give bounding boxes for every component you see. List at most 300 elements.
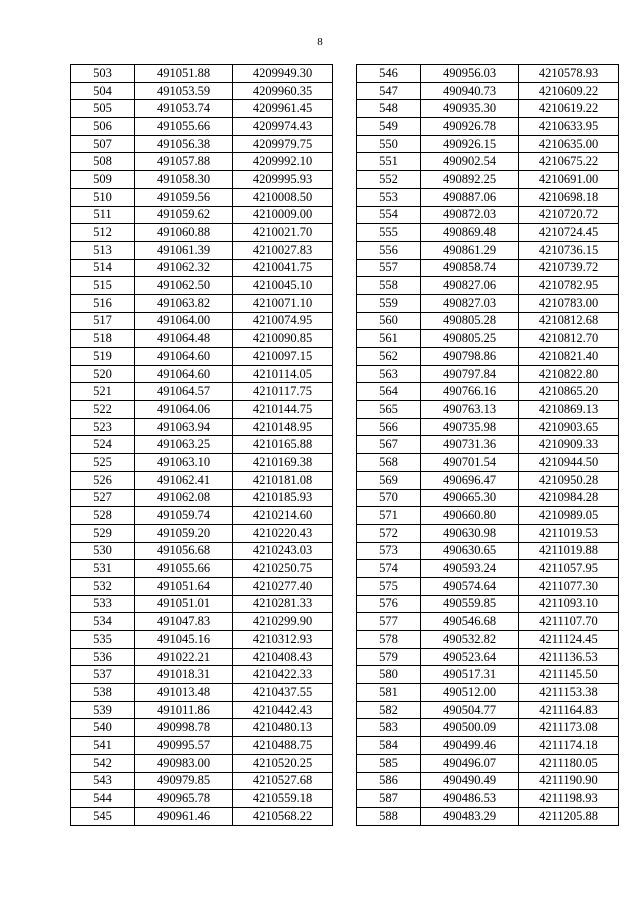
point-number-cell: 583 (357, 719, 421, 737)
table-row (357, 577, 619, 595)
x-coordinate-cell: 491058.30 (135, 171, 233, 189)
x-coordinate-cell: 490935.30 (421, 100, 519, 118)
table-row (71, 807, 333, 825)
point-number-cell: 530 (71, 542, 135, 560)
point-number-cell: 536 (71, 648, 135, 666)
point-number-cell: 531 (71, 560, 135, 578)
x-coordinate-cell: 490926.15 (421, 135, 519, 153)
x-coordinate-cell: 491063.82 (135, 294, 233, 312)
table-row (357, 82, 619, 100)
point-number-cell: 556 (357, 241, 421, 259)
table-row (71, 613, 333, 631)
x-coordinate-cell: 490805.25 (421, 330, 519, 348)
point-number-cell: 574 (357, 560, 421, 578)
table-row (357, 294, 619, 312)
table-row (357, 489, 619, 507)
table-row (71, 188, 333, 206)
y-coordinate-cell: 4210480.13 (233, 719, 333, 737)
y-coordinate-cell: 4210822.80 (519, 365, 619, 383)
table-row (71, 383, 333, 401)
y-coordinate-cell: 4210609.22 (519, 82, 619, 100)
table-row (71, 737, 333, 755)
point-number-cell: 510 (71, 188, 135, 206)
y-coordinate-cell: 4210984.28 (519, 489, 619, 507)
table-row (357, 277, 619, 295)
point-number-cell: 533 (71, 595, 135, 613)
x-coordinate-cell: 491053.74 (135, 100, 233, 118)
point-number-cell: 576 (357, 595, 421, 613)
table-row (71, 401, 333, 419)
coordinates-table-right (356, 64, 619, 826)
point-number-cell: 559 (357, 294, 421, 312)
y-coordinate-cell: 4210442.43 (233, 701, 333, 719)
x-coordinate-cell: 490486.53 (421, 790, 519, 808)
point-number-cell: 545 (71, 807, 135, 825)
y-coordinate-cell: 4210181.08 (233, 471, 333, 489)
x-coordinate-cell: 490961.46 (135, 807, 233, 825)
x-coordinate-cell: 490872.03 (421, 206, 519, 224)
table-row (357, 135, 619, 153)
y-coordinate-cell: 4211173.08 (519, 719, 619, 737)
point-number-cell: 543 (71, 772, 135, 790)
x-coordinate-cell: 490798.86 (421, 348, 519, 366)
table-row (357, 206, 619, 224)
table-row (357, 454, 619, 472)
table-row (71, 135, 333, 153)
y-coordinate-cell: 4210869.13 (519, 401, 619, 419)
x-coordinate-cell: 490500.09 (421, 719, 519, 737)
table-row (71, 790, 333, 808)
x-coordinate-cell: 491064.60 (135, 348, 233, 366)
table-row (71, 542, 333, 560)
x-coordinate-cell: 490902.54 (421, 153, 519, 171)
y-coordinate-cell: 4210527.68 (233, 772, 333, 790)
table-row (357, 418, 619, 436)
x-coordinate-cell: 490630.65 (421, 542, 519, 560)
table-row (71, 577, 333, 595)
point-number-cell: 539 (71, 701, 135, 719)
table-row (357, 224, 619, 242)
x-coordinate-cell: 491059.56 (135, 188, 233, 206)
y-coordinate-cell: 4210165.88 (233, 436, 333, 454)
y-coordinate-cell: 4210422.33 (233, 666, 333, 684)
x-coordinate-cell: 490532.82 (421, 631, 519, 649)
point-number-cell: 551 (357, 153, 421, 171)
point-number-cell: 523 (71, 418, 135, 436)
point-number-cell: 563 (357, 365, 421, 383)
table-row (357, 684, 619, 702)
point-number-cell: 538 (71, 684, 135, 702)
point-number-cell: 567 (357, 436, 421, 454)
y-coordinate-cell: 4210312.93 (233, 631, 333, 649)
y-coordinate-cell: 4211136.53 (519, 648, 619, 666)
x-coordinate-cell: 490630.98 (421, 524, 519, 542)
point-number-cell: 568 (357, 454, 421, 472)
table-row (71, 348, 333, 366)
y-coordinate-cell: 4210635.00 (519, 135, 619, 153)
table-row (357, 312, 619, 330)
table-row (357, 772, 619, 790)
y-coordinate-cell: 4210736.15 (519, 241, 619, 259)
x-coordinate-cell: 491056.68 (135, 542, 233, 560)
table-row (71, 118, 333, 136)
point-number-cell: 515 (71, 277, 135, 295)
table-row (357, 100, 619, 118)
table-row (71, 648, 333, 666)
point-number-cell: 548 (357, 100, 421, 118)
y-coordinate-cell: 4211198.93 (519, 790, 619, 808)
y-coordinate-cell: 4210021.70 (233, 224, 333, 242)
x-coordinate-cell: 491053.59 (135, 82, 233, 100)
x-coordinate-cell: 490496.07 (421, 754, 519, 772)
point-number-cell: 542 (71, 754, 135, 772)
y-coordinate-cell: 4210185.93 (233, 489, 333, 507)
y-coordinate-cell: 4209992.10 (233, 153, 333, 171)
table-row (71, 312, 333, 330)
point-number-cell: 518 (71, 330, 135, 348)
x-coordinate-cell: 490660.80 (421, 507, 519, 525)
point-number-cell: 508 (71, 153, 135, 171)
y-coordinate-cell: 4210214.60 (233, 507, 333, 525)
y-coordinate-cell: 4209979.75 (233, 135, 333, 153)
point-number-cell: 521 (71, 383, 135, 401)
y-coordinate-cell: 4211180.05 (519, 754, 619, 772)
table-row (71, 471, 333, 489)
y-coordinate-cell: 4210812.70 (519, 330, 619, 348)
x-coordinate-cell: 491064.57 (135, 383, 233, 401)
x-coordinate-cell: 490827.06 (421, 277, 519, 295)
table-row (357, 259, 619, 277)
point-number-cell: 577 (357, 613, 421, 631)
y-coordinate-cell: 4211057.95 (519, 560, 619, 578)
y-coordinate-cell: 4210299.90 (233, 613, 333, 631)
table-row (71, 277, 333, 295)
y-coordinate-cell: 4211019.88 (519, 542, 619, 560)
table-row (357, 348, 619, 366)
table-row (71, 294, 333, 312)
y-coordinate-cell: 4210148.95 (233, 418, 333, 436)
point-number-cell: 519 (71, 348, 135, 366)
x-coordinate-cell: 490827.03 (421, 294, 519, 312)
y-coordinate-cell: 4210812.68 (519, 312, 619, 330)
x-coordinate-cell: 490940.73 (421, 82, 519, 100)
x-coordinate-cell: 490593.24 (421, 560, 519, 578)
y-coordinate-cell: 4210220.43 (233, 524, 333, 542)
x-coordinate-cell: 491062.32 (135, 259, 233, 277)
point-number-cell: 573 (357, 542, 421, 560)
x-coordinate-cell: 490766.16 (421, 383, 519, 401)
table-row (357, 171, 619, 189)
table-row (357, 118, 619, 136)
table-row (71, 241, 333, 259)
point-number-cell: 522 (71, 401, 135, 419)
x-coordinate-cell: 490574.64 (421, 577, 519, 595)
x-coordinate-cell: 490763.13 (421, 401, 519, 419)
table-row (357, 401, 619, 419)
table-row (357, 666, 619, 684)
y-coordinate-cell: 4211190.90 (519, 772, 619, 790)
x-coordinate-cell: 491051.88 (135, 65, 233, 83)
y-coordinate-cell: 4210821.40 (519, 348, 619, 366)
y-coordinate-cell: 4209949.30 (233, 65, 333, 83)
table-row (357, 365, 619, 383)
x-coordinate-cell: 491013.48 (135, 684, 233, 702)
table-row (71, 489, 333, 507)
x-coordinate-cell: 490559.85 (421, 595, 519, 613)
point-number-cell: 528 (71, 507, 135, 525)
table-row (357, 790, 619, 808)
x-coordinate-cell: 490665.30 (421, 489, 519, 507)
table-row (357, 542, 619, 560)
y-coordinate-cell: 4210408.43 (233, 648, 333, 666)
x-coordinate-cell: 491062.50 (135, 277, 233, 295)
table-row (71, 206, 333, 224)
table-row (357, 471, 619, 489)
point-number-cell: 550 (357, 135, 421, 153)
y-coordinate-cell: 4210739.72 (519, 259, 619, 277)
table-row (71, 224, 333, 242)
y-coordinate-cell: 4210169.38 (233, 454, 333, 472)
point-number-cell: 541 (71, 737, 135, 755)
y-coordinate-cell: 4210691.00 (519, 171, 619, 189)
y-coordinate-cell: 4210720.72 (519, 206, 619, 224)
y-coordinate-cell: 4210071.10 (233, 294, 333, 312)
table-row (357, 330, 619, 348)
table-row (71, 153, 333, 171)
y-coordinate-cell: 4211153.38 (519, 684, 619, 702)
table-row (71, 631, 333, 649)
y-coordinate-cell: 4211145.50 (519, 666, 619, 684)
y-coordinate-cell: 4210243.03 (233, 542, 333, 560)
point-number-cell: 513 (71, 241, 135, 259)
point-number-cell: 546 (357, 65, 421, 83)
x-coordinate-cell: 491018.31 (135, 666, 233, 684)
point-number-cell: 525 (71, 454, 135, 472)
x-coordinate-cell: 491047.83 (135, 613, 233, 631)
y-coordinate-cell: 4210698.18 (519, 188, 619, 206)
table-row (71, 524, 333, 542)
x-coordinate-cell: 491055.66 (135, 118, 233, 136)
x-coordinate-cell: 491060.88 (135, 224, 233, 242)
table-row (357, 807, 619, 825)
point-number-cell: 540 (71, 719, 135, 737)
point-number-cell: 506 (71, 118, 135, 136)
x-coordinate-cell: 490490.49 (421, 772, 519, 790)
point-number-cell: 584 (357, 737, 421, 755)
table-row (357, 65, 619, 83)
y-coordinate-cell: 4210041.75 (233, 259, 333, 277)
y-coordinate-cell: 4211205.88 (519, 807, 619, 825)
x-coordinate-cell: 491055.66 (135, 560, 233, 578)
y-coordinate-cell: 4211107.70 (519, 613, 619, 631)
table-row (71, 772, 333, 790)
point-number-cell: 553 (357, 188, 421, 206)
point-number-cell: 565 (357, 401, 421, 419)
x-coordinate-cell: 490512.00 (421, 684, 519, 702)
table-row (71, 330, 333, 348)
x-coordinate-cell: 490995.57 (135, 737, 233, 755)
point-number-cell: 581 (357, 684, 421, 702)
y-coordinate-cell: 4210903.65 (519, 418, 619, 436)
y-coordinate-cell: 4210568.22 (233, 807, 333, 825)
y-coordinate-cell: 4210117.75 (233, 383, 333, 401)
x-coordinate-cell: 490504.77 (421, 701, 519, 719)
x-coordinate-cell: 490483.29 (421, 807, 519, 825)
point-number-cell: 570 (357, 489, 421, 507)
point-number-cell: 534 (71, 613, 135, 631)
x-coordinate-cell: 491063.25 (135, 436, 233, 454)
point-number-cell: 517 (71, 312, 135, 330)
x-coordinate-cell: 490731.36 (421, 436, 519, 454)
x-coordinate-cell: 491045.16 (135, 631, 233, 649)
y-coordinate-cell: 4211164.83 (519, 701, 619, 719)
y-coordinate-cell: 4210724.45 (519, 224, 619, 242)
point-number-cell: 507 (71, 135, 135, 153)
table-row (71, 82, 333, 100)
y-coordinate-cell: 4210488.75 (233, 737, 333, 755)
point-number-cell: 516 (71, 294, 135, 312)
y-coordinate-cell: 4210250.75 (233, 560, 333, 578)
x-coordinate-cell: 491059.20 (135, 524, 233, 542)
table-row (357, 595, 619, 613)
x-coordinate-cell: 490892.25 (421, 171, 519, 189)
table-row (357, 648, 619, 666)
point-number-cell: 527 (71, 489, 135, 507)
x-coordinate-cell: 490499.46 (421, 737, 519, 755)
point-number-cell: 588 (357, 807, 421, 825)
y-coordinate-cell: 4210008.50 (233, 188, 333, 206)
x-coordinate-cell: 490701.54 (421, 454, 519, 472)
table-row (357, 560, 619, 578)
y-coordinate-cell: 4211019.53 (519, 524, 619, 542)
x-coordinate-cell: 490523.64 (421, 648, 519, 666)
x-coordinate-cell: 491063.94 (135, 418, 233, 436)
y-coordinate-cell: 4209961.45 (233, 100, 333, 118)
point-number-cell: 537 (71, 666, 135, 684)
point-number-cell: 544 (71, 790, 135, 808)
x-coordinate-cell: 490979.85 (135, 772, 233, 790)
table-row (71, 507, 333, 525)
x-coordinate-cell: 490546.68 (421, 613, 519, 631)
table-row (357, 719, 619, 737)
table-row (71, 719, 333, 737)
point-number-cell: 505 (71, 100, 135, 118)
x-coordinate-cell: 491057.88 (135, 153, 233, 171)
x-coordinate-cell: 491059.62 (135, 206, 233, 224)
x-coordinate-cell: 490858.74 (421, 259, 519, 277)
point-number-cell: 566 (357, 418, 421, 436)
x-coordinate-cell: 491056.38 (135, 135, 233, 153)
y-coordinate-cell: 4211077.30 (519, 577, 619, 595)
x-coordinate-cell: 491061.39 (135, 241, 233, 259)
point-number-cell: 562 (357, 348, 421, 366)
point-number-cell: 509 (71, 171, 135, 189)
table-row (71, 100, 333, 118)
x-coordinate-cell: 490965.78 (135, 790, 233, 808)
y-coordinate-cell: 4210144.75 (233, 401, 333, 419)
x-coordinate-cell: 491022.21 (135, 648, 233, 666)
x-coordinate-cell: 491011.86 (135, 701, 233, 719)
x-coordinate-cell: 490517.31 (421, 666, 519, 684)
x-coordinate-cell: 491059.74 (135, 507, 233, 525)
y-coordinate-cell: 4211093.10 (519, 595, 619, 613)
table-row (357, 701, 619, 719)
x-coordinate-cell: 491051.64 (135, 577, 233, 595)
table-row (357, 631, 619, 649)
table-row (357, 507, 619, 525)
x-coordinate-cell: 491063.10 (135, 454, 233, 472)
y-coordinate-cell: 4210277.40 (233, 577, 333, 595)
point-number-cell: 586 (357, 772, 421, 790)
table-row (71, 65, 333, 83)
y-coordinate-cell: 4210437.55 (233, 684, 333, 702)
y-coordinate-cell: 4210619.22 (519, 100, 619, 118)
x-coordinate-cell: 491064.06 (135, 401, 233, 419)
point-number-cell: 585 (357, 754, 421, 772)
table-row (357, 153, 619, 171)
table-row (71, 595, 333, 613)
y-coordinate-cell: 4210009.00 (233, 206, 333, 224)
y-coordinate-cell: 4210520.25 (233, 754, 333, 772)
table-row (71, 418, 333, 436)
y-coordinate-cell: 4210097.15 (233, 348, 333, 366)
y-coordinate-cell: 4211124.45 (519, 631, 619, 649)
table-row (71, 365, 333, 383)
x-coordinate-cell: 491062.41 (135, 471, 233, 489)
y-coordinate-cell: 4210633.95 (519, 118, 619, 136)
point-number-cell: 558 (357, 277, 421, 295)
y-coordinate-cell: 4210782.95 (519, 277, 619, 295)
point-number-cell: 557 (357, 259, 421, 277)
y-coordinate-cell: 4210027.83 (233, 241, 333, 259)
x-coordinate-cell: 490983.00 (135, 754, 233, 772)
y-coordinate-cell: 4209995.93 (233, 171, 333, 189)
coordinates-table-left (70, 64, 333, 826)
x-coordinate-cell: 491062.08 (135, 489, 233, 507)
y-coordinate-cell: 4210944.50 (519, 454, 619, 472)
y-coordinate-cell: 4210074.95 (233, 312, 333, 330)
y-coordinate-cell: 4210045.10 (233, 277, 333, 295)
table-row (71, 171, 333, 189)
point-number-cell: 552 (357, 171, 421, 189)
point-number-cell: 561 (357, 330, 421, 348)
x-coordinate-cell: 491064.00 (135, 312, 233, 330)
table-row (71, 754, 333, 772)
table-row (357, 436, 619, 454)
point-number-cell: 571 (357, 507, 421, 525)
x-coordinate-cell: 490696.47 (421, 471, 519, 489)
x-coordinate-cell: 491064.48 (135, 330, 233, 348)
table-row (71, 684, 333, 702)
point-number-cell: 578 (357, 631, 421, 649)
point-number-cell: 504 (71, 82, 135, 100)
point-number-cell: 560 (357, 312, 421, 330)
y-coordinate-cell: 4210675.22 (519, 153, 619, 171)
y-coordinate-cell: 4210114.05 (233, 365, 333, 383)
y-coordinate-cell: 4210909.33 (519, 436, 619, 454)
y-coordinate-cell: 4210090.85 (233, 330, 333, 348)
table-row (357, 188, 619, 206)
x-coordinate-cell: 491051.01 (135, 595, 233, 613)
y-coordinate-cell: 4209960.35 (233, 82, 333, 100)
table-row (71, 666, 333, 684)
point-number-cell: 520 (71, 365, 135, 383)
point-number-cell: 582 (357, 701, 421, 719)
y-coordinate-cell: 4210559.18 (233, 790, 333, 808)
point-number-cell: 512 (71, 224, 135, 242)
table-row (71, 259, 333, 277)
point-number-cell: 514 (71, 259, 135, 277)
